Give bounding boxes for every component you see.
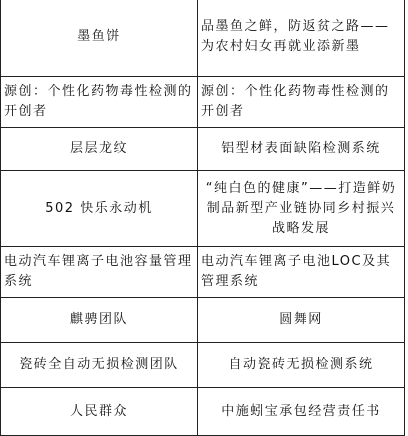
team-name-cell: 墨鱼饼 xyxy=(1,0,198,77)
team-name-cell: 麒骋团队 xyxy=(1,298,198,343)
project-name-cell: 中施蚓宝承包经营责任书 xyxy=(198,388,405,436)
team-name-cell: 人民群众 xyxy=(1,388,198,436)
project-name-cell: 铝型材表面缺陷检测系统 xyxy=(198,128,405,171)
project-name-cell: “纯白色的健康”——打造鲜奶制品新型产业链协同乡村振兴战略发展 xyxy=(198,171,405,247)
project-name-cell: 自动瓷砖无损检测系统 xyxy=(198,343,405,388)
table-row xyxy=(1,0,405,77)
table-row xyxy=(1,247,405,298)
table-row xyxy=(1,171,405,247)
table-row xyxy=(1,77,405,128)
table-row xyxy=(1,343,405,388)
team-name-cell: 层层龙纹 xyxy=(1,128,198,171)
project-name-cell: 源创：个性化药物毒性检测的开创者 xyxy=(198,77,405,128)
team-name-cell: 瓷砖全自动无损检测团队 xyxy=(1,343,198,388)
table-row xyxy=(1,128,405,171)
project-name-cell: 电动汽车锂离子电池LOC及其管理系统 xyxy=(198,247,405,298)
project-name-cell: 圆舞网 xyxy=(198,298,405,343)
table-row xyxy=(1,388,405,436)
table-row xyxy=(1,298,405,343)
team-name-cell: 源创：个性化药物毒性检测的开创者 xyxy=(1,77,198,128)
team-name-cell: 502 快乐永动机 xyxy=(1,171,198,247)
team-name-cell: 电动汽车锂离子电池容量管理系统 xyxy=(1,247,198,298)
project-name-cell: 品墨鱼之鲜，防返贫之路——为农村妇女再就业添新墨 xyxy=(198,0,405,77)
